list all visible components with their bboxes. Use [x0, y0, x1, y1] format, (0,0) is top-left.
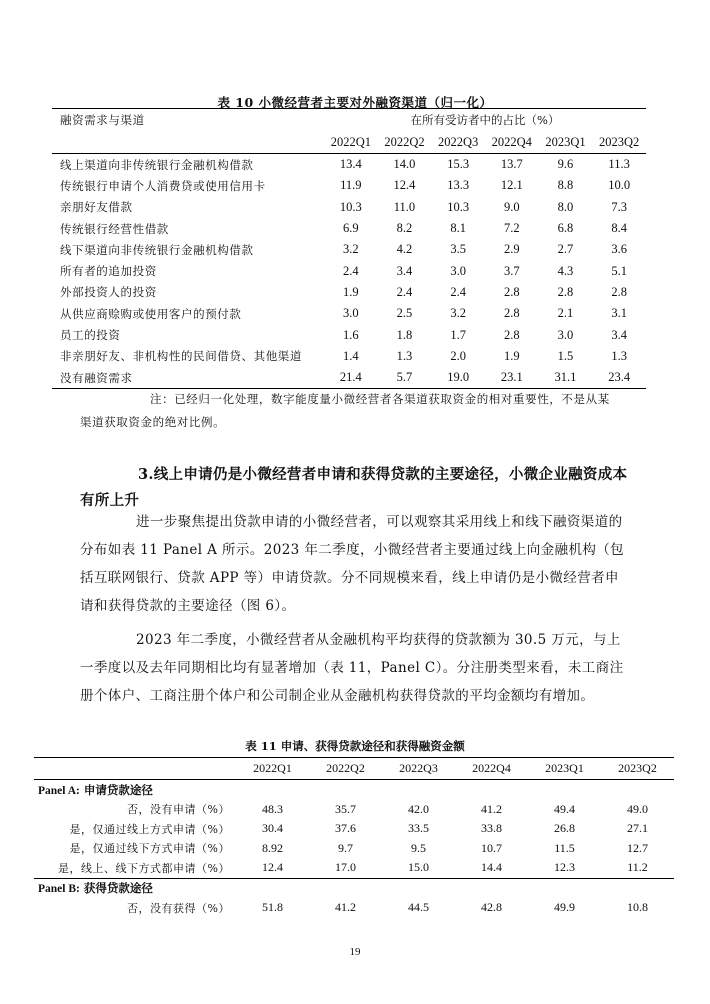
table-cell: 8.8: [557, 178, 574, 193]
table-cell: 37.6: [335, 821, 356, 836]
table-cell: 1.7: [450, 327, 466, 342]
column-header: 2022Q1: [236, 758, 309, 780]
table-cell: 23.1: [485, 367, 539, 389]
table-cell: 5.1: [611, 263, 627, 278]
table-row: [52, 239, 646, 260]
table-row: [52, 324, 646, 345]
table-cell: 2.7: [557, 242, 574, 257]
table-cell: 7.3: [611, 199, 627, 214]
table-cell: 2.0: [450, 348, 466, 363]
panel-a-title: 申请贷款途径: [83, 782, 153, 797]
row-label: 是，线上、线下方式都申请（%）: [58, 861, 230, 875]
table-cell: 8.2: [396, 221, 413, 236]
panel-b-tag: Panel B:: [38, 883, 80, 896]
table-cell: 41.2: [481, 801, 502, 816]
table-cell: 13.3: [447, 178, 470, 193]
table-cell: 4.3: [557, 263, 574, 278]
table-cell: 1.6: [343, 327, 359, 342]
row-label: 是，仅通过线上方式申请（%）: [69, 822, 230, 836]
table-cell: 35.7: [335, 801, 356, 816]
table11: [34, 757, 674, 918]
table-cell: 3.2: [450, 306, 466, 321]
table-row: [52, 346, 646, 367]
table-row: [52, 197, 646, 218]
table-cell: 27.1: [627, 821, 648, 836]
row-label: 从供应商赊购或使用客户的预付款: [60, 306, 242, 321]
panel-a-heading: [34, 780, 674, 800]
table-row: [34, 858, 674, 878]
table-cell: 11.0: [393, 199, 416, 214]
table-row: [52, 218, 646, 239]
column-header: 2022Q3: [431, 131, 485, 154]
table-cell: 4.2: [396, 242, 413, 257]
table-cell: 1.9: [343, 284, 359, 299]
table-cell: 3.0: [450, 263, 466, 278]
table-cell: 2.8: [503, 284, 520, 299]
table-cell: 17.0: [335, 860, 356, 875]
table-cell: 2.4: [396, 284, 413, 299]
table-cell: 2.1: [557, 306, 574, 321]
table-cell: 11.2: [627, 860, 648, 875]
panel-b-heading: [34, 878, 674, 898]
row-label: 员工的投资: [60, 328, 121, 343]
table-cell: 3.4: [396, 263, 413, 278]
table-cell: 3.0: [343, 306, 359, 321]
panel-b-title: 获得贷款途径: [83, 881, 153, 896]
column-header: 2022Q2: [309, 758, 382, 780]
table-cell: 44.5: [408, 900, 429, 915]
table-cell: 14.4: [481, 860, 502, 875]
panel-a-tag: Panel A:: [38, 784, 80, 797]
table-row: [34, 898, 674, 918]
table-cell: 3.2: [343, 242, 359, 257]
table-cell: 12.4: [262, 860, 283, 875]
table-cell: 23.4: [592, 367, 646, 389]
table-cell: 31.1: [539, 367, 593, 389]
table-row: [34, 819, 674, 839]
table-cell: 9.6: [557, 157, 574, 172]
table-cell: 33.8: [481, 821, 502, 836]
table-cell: 49.9: [554, 900, 575, 915]
table-cell: 49.0: [627, 801, 648, 816]
row-label: 非亲朋好友、非机构性的民间借贷、其他渠道: [60, 349, 302, 364]
table-cell: 42.8: [481, 900, 502, 915]
table-cell: 9.0: [503, 199, 520, 214]
table-cell: 10.0: [608, 178, 631, 193]
table-cell: 51.8: [262, 900, 283, 915]
table-cell: 33.5: [408, 821, 429, 836]
paragraph-2: 2023 年二季度，小微经营者从金融机构平均获得的贷款额为 30.5 万元，与上一季度以及去年同期相比均有显著增加（表 11，Panel C）。分注册类型来看，未工商注册个体户、工商注册个体户和公司制企业从金融机构获得贷款的平均金额均有增加。: [80, 632, 624, 704]
table-row: [52, 367, 646, 389]
table-cell: 8.92: [262, 840, 283, 855]
row-label: 是，仅通过线下方式申请（%）: [69, 842, 230, 856]
table-cell: 15.3: [447, 157, 470, 172]
table-cell: 49.4: [554, 801, 575, 816]
row-label: 传统银行经营性借款: [60, 221, 169, 236]
row-label: 亲朋好友借款: [60, 200, 133, 215]
table-cell: 10.7: [481, 840, 502, 855]
column-header: 2022Q4: [485, 131, 539, 154]
table-cell: 2.5: [396, 306, 413, 321]
table-cell: 8.4: [611, 221, 627, 236]
table-cell: 3.6: [611, 242, 627, 257]
row-label: 否，没有获得（%）: [127, 901, 230, 915]
table-cell: 9.7: [338, 840, 353, 855]
table-cell: 1.8: [396, 327, 413, 342]
table-cell: 19.0: [431, 367, 485, 389]
row-label: 外部投资人的投资: [60, 285, 157, 300]
table-cell: 2.4: [343, 263, 359, 278]
row-label: 没有融资需求: [52, 367, 324, 389]
table-cell: 10.3: [447, 199, 470, 214]
table-cell: 9.5: [411, 840, 426, 855]
table-row: [52, 175, 646, 196]
table-cell: 3.0: [557, 327, 574, 342]
table-cell: 5.7: [378, 367, 432, 389]
table10-row-header: 融资需求与渠道: [60, 113, 145, 127]
page-number: 19: [349, 946, 361, 958]
table-cell: 21.4: [324, 367, 378, 389]
table-cell: 10.8: [627, 900, 648, 915]
table10: [52, 108, 646, 389]
table-cell: 11.3: [608, 157, 630, 172]
table-cell: 2.8: [503, 327, 520, 342]
table-cell: 2.8: [503, 306, 520, 321]
table-row: [52, 303, 646, 324]
column-header: 2023Q1: [539, 131, 593, 154]
table-row: [52, 282, 646, 303]
column-header: 2022Q1: [324, 131, 378, 154]
table10-note: 注：已经归一化处理，数字能度量小微经营者各渠道获取资金的相对重要性，不是从某渠道获取资金的绝对比例。: [80, 392, 610, 429]
table-cell: 3.7: [503, 263, 520, 278]
table10-title: 表 10 小微经营者主要对外融资渠道（归一化）: [217, 95, 493, 110]
table-cell: 13.7: [500, 157, 523, 172]
table-cell: 12.7: [627, 840, 648, 855]
table-cell: 2.9: [503, 242, 520, 257]
table-row: [52, 260, 646, 281]
table-cell: 2.8: [557, 284, 574, 299]
table-cell: 15.0: [408, 860, 429, 875]
table-cell: 1.5: [557, 348, 574, 363]
table-cell: 12.4: [393, 178, 416, 193]
table-cell: 12.1: [500, 178, 523, 193]
table-cell: 30.4: [262, 821, 283, 836]
column-header: 2023Q1: [528, 758, 601, 780]
table-cell: 1.4: [343, 348, 359, 363]
row-label: 线下渠道向非传统银行金融机构借款: [60, 242, 254, 257]
table-cell: 3.5: [450, 242, 466, 257]
column-header: 2023Q2: [592, 131, 646, 154]
table-cell: 2.4: [450, 284, 466, 299]
table-cell: 3.4: [611, 327, 627, 342]
table11-title: 表 11 申请、获得贷款途径和获得融资金额: [245, 739, 465, 753]
table-cell: 1.9: [503, 348, 520, 363]
table-cell: 1.3: [396, 348, 413, 363]
table-cell: 2.8: [611, 284, 627, 299]
table-cell: 41.2: [335, 900, 356, 915]
row-label: 线上渠道向非传统银行金融机构借款: [60, 157, 254, 172]
table-cell: 8.1: [450, 221, 466, 236]
column-header: 2022Q2: [378, 131, 432, 154]
table-row: [52, 154, 646, 176]
table-cell: 48.3: [262, 801, 283, 816]
row-label: 否，没有申请（%）: [127, 803, 230, 817]
table-cell: 6.9: [343, 221, 359, 236]
row-label: 所有者的追加投资: [60, 264, 157, 279]
paragraph-1: 进一步聚焦提出贷款申请的小微经营者，可以观察其采用线上和线下融资渠道的分布如表 11 Panel A 所示。2023 年二季度，小微经营者主要通过线上向金融机构（包括互联网银行、贷款 APP 等）申请贷款。分不同规模来看，线上申请仍是小微经营者申请和获得贷款的主要途径（图 6）。: [80, 514, 625, 614]
table10-group-header: 在所有受访者中的占比（%）: [410, 113, 560, 127]
table-cell: 26.8: [554, 821, 575, 836]
column-header: 2022Q3: [382, 758, 455, 780]
table-row: [34, 839, 674, 859]
column-header: 2022Q4: [455, 758, 528, 780]
table-cell: 14.0: [393, 157, 416, 172]
table-cell: 11.5: [554, 840, 575, 855]
row-label: 传统银行申请个人消费贷或使用信用卡: [60, 178, 266, 193]
table-cell: 1.3: [611, 348, 627, 363]
table-row: [34, 800, 674, 820]
table-cell: 3.1: [611, 306, 627, 321]
table-cell: 8.0: [557, 199, 574, 214]
table-cell: 42.0: [408, 801, 429, 816]
table-cell: 13.4: [339, 157, 362, 172]
table-cell: 6.8: [557, 221, 574, 236]
table-cell: 10.3: [339, 199, 362, 214]
table-cell: 12.3: [554, 860, 575, 875]
section-heading: 3.线上申请仍是小微经营者申请和获得贷款的主要途径，小微企业融资成本有所上升: [80, 466, 628, 509]
column-header: 2023Q2: [601, 758, 674, 780]
table-cell: 7.2: [503, 221, 520, 236]
table-cell: 11.9: [340, 178, 362, 193]
